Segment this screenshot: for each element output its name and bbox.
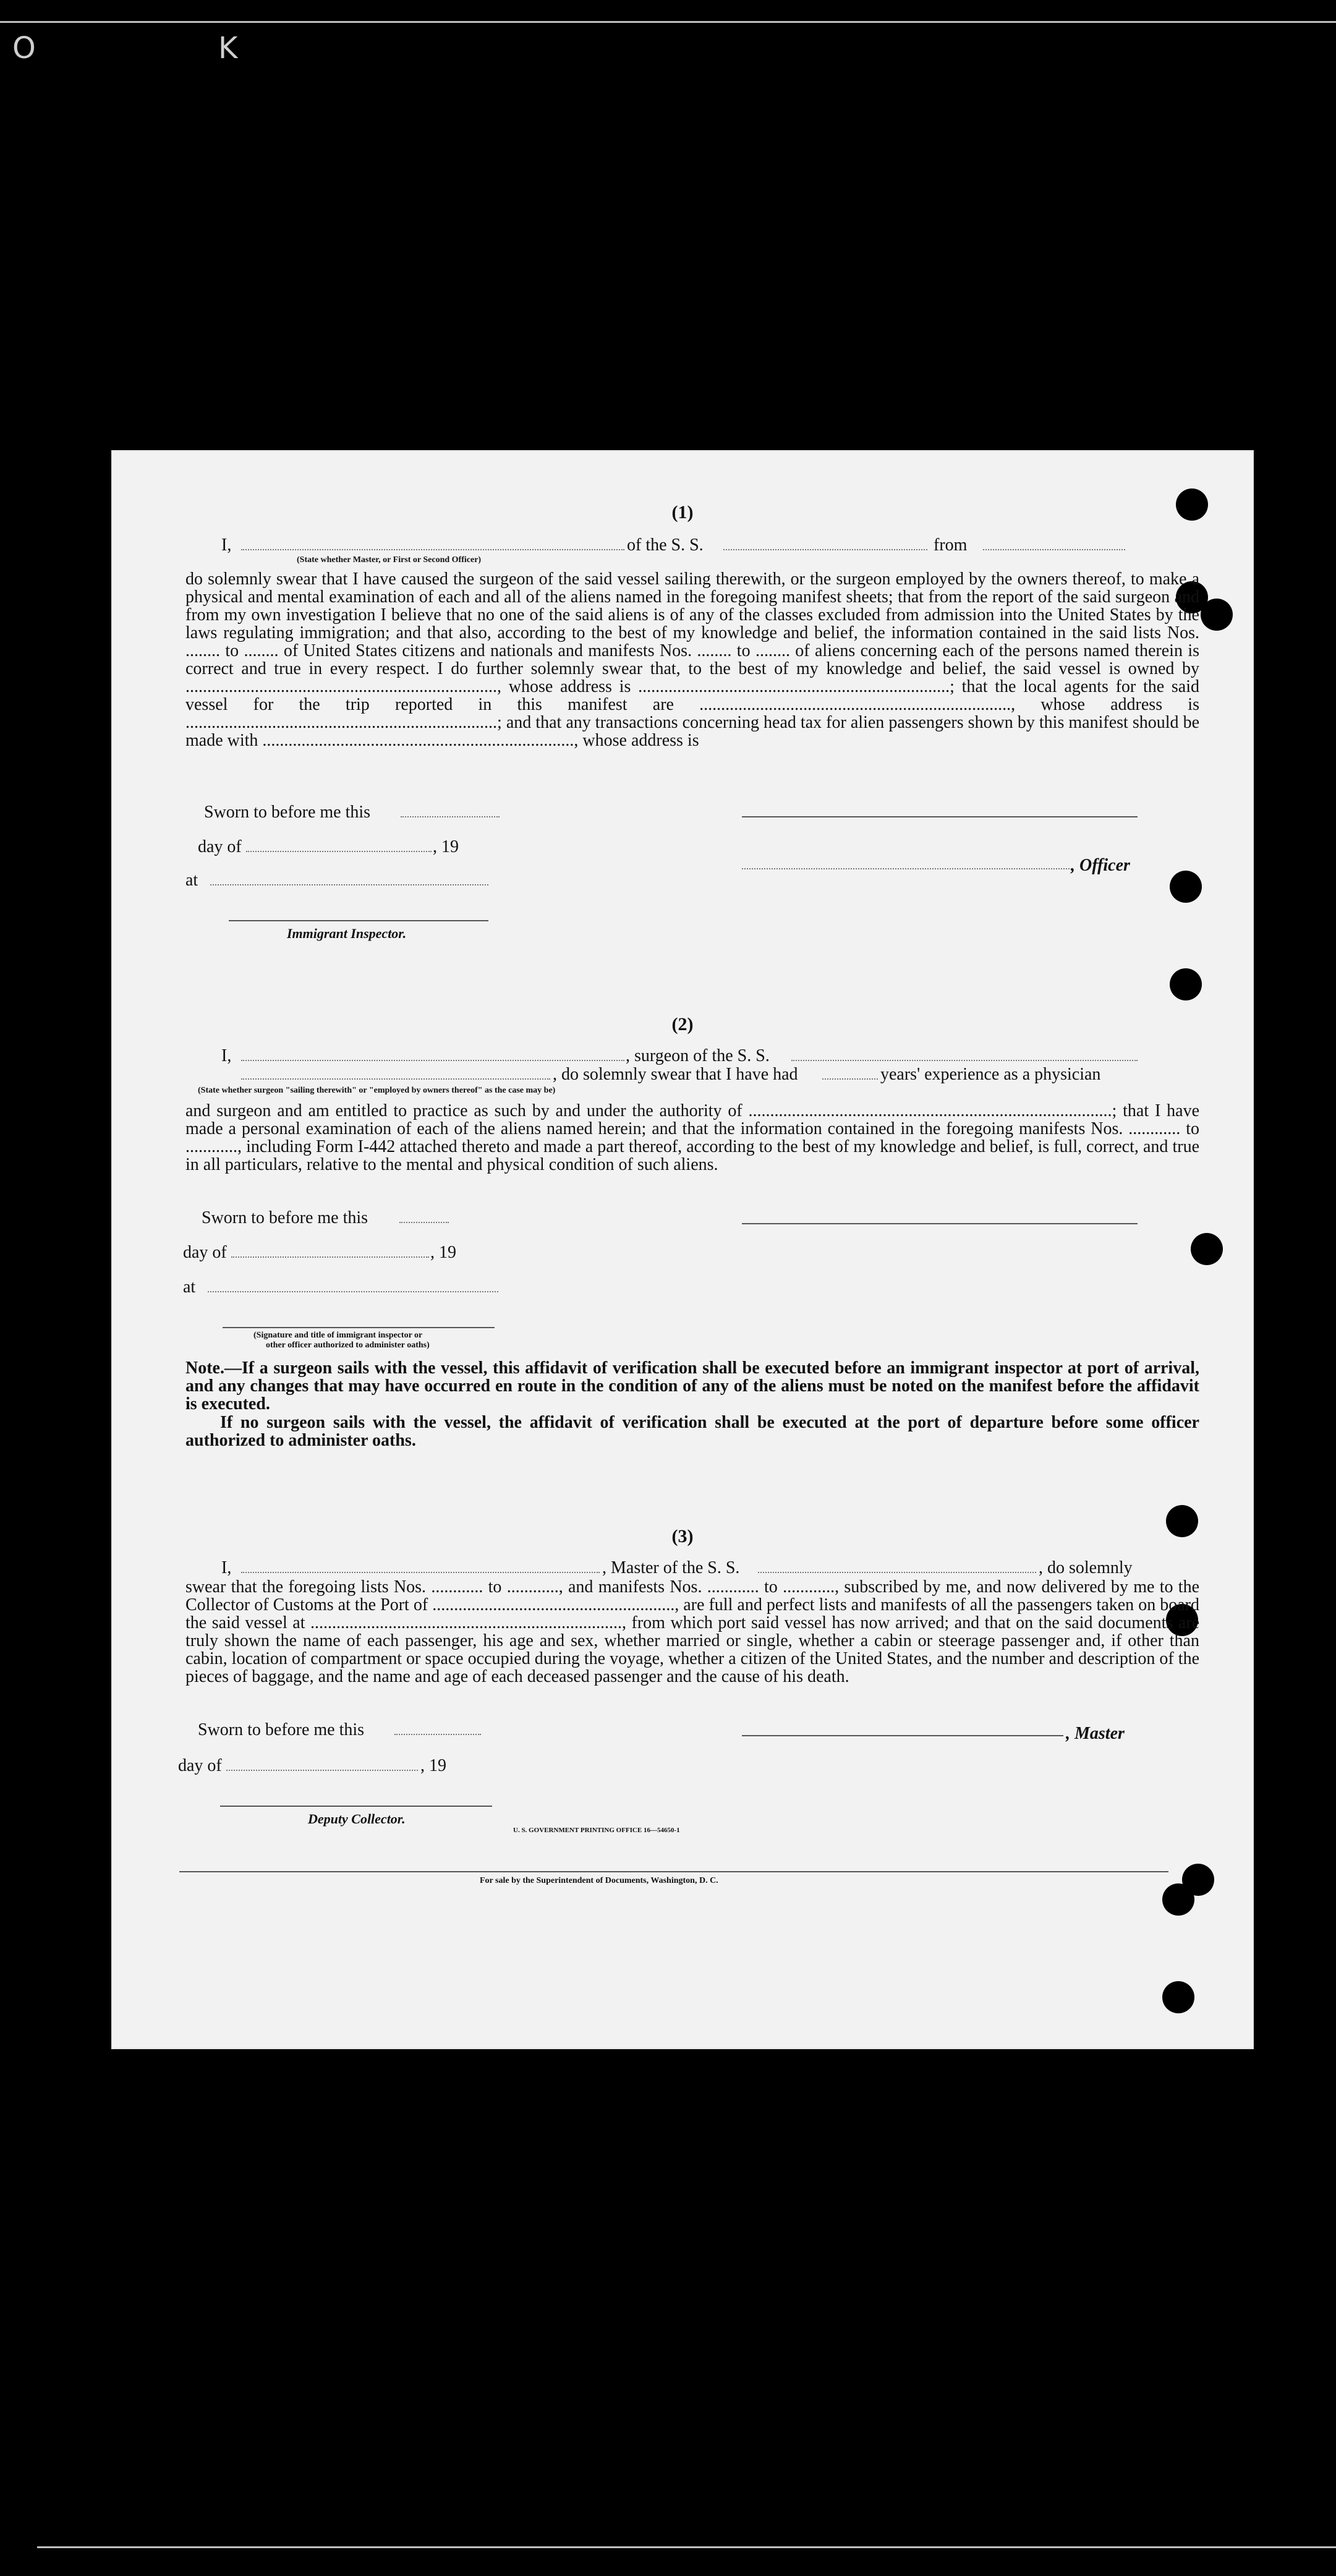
year-2: , 19 <box>430 1243 456 1262</box>
affidavit-2-i: I, <box>221 1046 232 1065</box>
officer-label: , Officer <box>1071 856 1130 875</box>
years-field <box>822 1077 878 1080</box>
day-of-3-field <box>226 1768 418 1771</box>
master-name-field <box>241 548 624 550</box>
punch-hole <box>1170 871 1202 903</box>
officer-signature-line <box>742 816 1138 817</box>
day-of-2-field <box>231 1255 429 1258</box>
surgeon-name-field <box>241 1059 624 1061</box>
affidavit-2-note <box>185 1359 1199 1413</box>
collector-master-name-field <box>241 1571 600 1573</box>
deputy-label: Deputy Collector. <box>308 1811 406 1827</box>
surgeon-caption: (State whether surgeon "sailing therewith" or "employed by owners thereof" as the case may be) <box>198 1086 556 1095</box>
sale-notice: For sale by the Superintendent of Documents, Washington, D. C. <box>480 1876 718 1885</box>
sig-caption-2: other officer authorized to administer oaths) <box>266 1341 430 1350</box>
affidavit-2-note-2: If no surgeon sails with the vessel, the affidavit of verification shall be executed at the port of departure before some officer authorized to administer oaths. <box>185 1413 1199 1450</box>
year-3: , 19 <box>420 1756 446 1775</box>
footer-rule <box>179 1871 1168 1872</box>
affidavit-3-solemnly: , do solemnly <box>1039 1558 1133 1577</box>
deputy-signature-line <box>220 1806 492 1807</box>
affidavit-2-surgeon: , surgeon of the S. S. <box>626 1046 770 1065</box>
sworn-3-date-field <box>394 1733 481 1735</box>
affidavit-3-number: (3) <box>671 1526 694 1546</box>
punch-hole <box>1162 1981 1194 2013</box>
surgeon-signature-line <box>742 1223 1138 1224</box>
inspector-signature-line <box>229 920 488 921</box>
surgeon-type-field <box>241 1077 550 1080</box>
master-signature-line <box>742 1735 1063 1736</box>
corner-letters: O K <box>12 31 325 66</box>
punch-hole <box>1170 968 1202 1000</box>
punch-hole <box>1191 1233 1223 1265</box>
sworn-1: Sworn to before me this <box>204 803 371 822</box>
year-1: , 19 <box>433 837 459 856</box>
day-of-1-field <box>246 850 432 852</box>
punch-hole <box>1162 1883 1194 1916</box>
printing-office: U. S. GOVERNMENT PRINTING OFFICE 16—54650-1 <box>513 1827 680 1834</box>
officer-2-signature-line <box>223 1327 495 1328</box>
at-1-field <box>210 883 488 885</box>
sworn-2: Sworn to before me this <box>202 1208 368 1227</box>
affidavit-1-number: (1) <box>671 502 694 522</box>
at-1: at <box>185 871 198 890</box>
affidavit-1-from: from <box>934 535 968 555</box>
surgeon-vessel-field <box>791 1059 1138 1061</box>
sworn-3: Sworn to before me this <box>198 1720 365 1739</box>
affidavit-1-of-ss: of the S. S. <box>627 535 704 555</box>
at-2-field <box>208 1290 498 1292</box>
manifest-page <box>111 450 1254 2049</box>
master-caption: (State whether Master, or First or Second Officer) <box>297 555 482 565</box>
scan-border-bottom <box>37 2546 1336 2548</box>
affidavit-1-body: do solemnly swear that I have caused the surgeon of the said vessel sailing therewith, or the surgeon employed by the owners thereof, to make a physical and mental examination of each and all of the aliens named in the foregoing manifest sheets; that from the report of the said surgeon and from my own investigation I believe that no one of the said aliens is of any of the classes excluded from admission into the United States by the laws regulating immigration; and that also, according to the best of my knowledge and belief, the information contained in the said lists Nos. ........ to ........ of United States citizens and nationals and manifests Nos. ........ to ........ of aliens concerning each of the persons named therein is correct and true in every respect. I do further solemnly swear that, to the best of my knowledge and belief, the said vessel is owned by ........................................................................, whose address is ........................................................................; that the local agents for the said vessel for the trip reported in this manifest are ........................................................................, whose address is ........................................................................; and that any transactions concerning head tax for alien passengers shown by this manifest should be made with ........................................................................, whose address is <box>185 569 1199 750</box>
master-label: , Master <box>1066 1724 1125 1743</box>
day-of-1: day of <box>198 837 242 856</box>
scan-border-top <box>0 21 1336 23</box>
sworn-1-date-field <box>401 815 500 817</box>
affidavit-3-i: I, <box>221 1558 232 1577</box>
day-of-2: day of <box>183 1243 227 1262</box>
from-port-field <box>983 548 1125 550</box>
collector-vessel-field <box>758 1571 1036 1573</box>
punch-hole <box>1201 599 1233 631</box>
officer-name-field <box>742 867 1070 869</box>
inspector-label: Immigrant Inspector. <box>287 926 407 941</box>
sworn-2-date-field <box>399 1221 449 1223</box>
note-text: —If a surgeon sails with the vessel, this affidavit of verification shall be executed before an immigrant inspector at port of arrival, and any changes that may have occurred en route in the condition of any of the aliens must be noted on the manifest before the affidavit is executed. <box>185 1358 1199 1414</box>
affidavit-2-body: and surgeon and am entitled to practice as such by and under the authority of ....................................................................................; that I have made a personal examination of each of the aliens named herein; and that the information contained in the foregoing manifests Nos. ............ to ............, including Form I-442 attached thereto and made a part thereof, according to the best of my knowledge and belief, is full, correct, and true in all particulars, relative to the mental and physical condition of such aliens. <box>185 1101 1199 1174</box>
day-of-3: day of <box>178 1756 222 1775</box>
affidavit-3-master: , Master of the S. S. <box>602 1558 740 1577</box>
affidavit-2-years: years' experience as a physician <box>880 1065 1101 1084</box>
affidavit-3-body: swear that the foregoing lists Nos. ............ to ............, and manifests Nos. ............ to ............, subscribed by me, and now delivered by me to the Collector of Customs at the Port of ........................................................, are full and perfect lists and manifests of all the passengers taken on board the said vessel at ........................................................................, from which port said vessel has now arrived; and that on the said documents are truly shown the name of each passenger, his age and sex, whether married or single, whether a cabin or steerage passenger and, if other than cabin, location of compartment or space occupied during the voyage, whether a citizen of the United States, and the number and description of the pieces of baggage, and the name and age of each deceased passenger and the cause of his death. <box>185 1577 1199 1686</box>
affidavit-2-swear: , do solemnly swear that I have had <box>553 1065 798 1084</box>
vessel-name-field <box>723 548 927 550</box>
sig-caption-1: (Signature and title of immigrant inspector or <box>253 1331 423 1340</box>
at-2: at <box>183 1277 196 1297</box>
note-label: Note. <box>185 1358 224 1378</box>
affidavit-2-number: (2) <box>671 1014 694 1034</box>
affidavit-1-i: I, <box>221 535 232 555</box>
